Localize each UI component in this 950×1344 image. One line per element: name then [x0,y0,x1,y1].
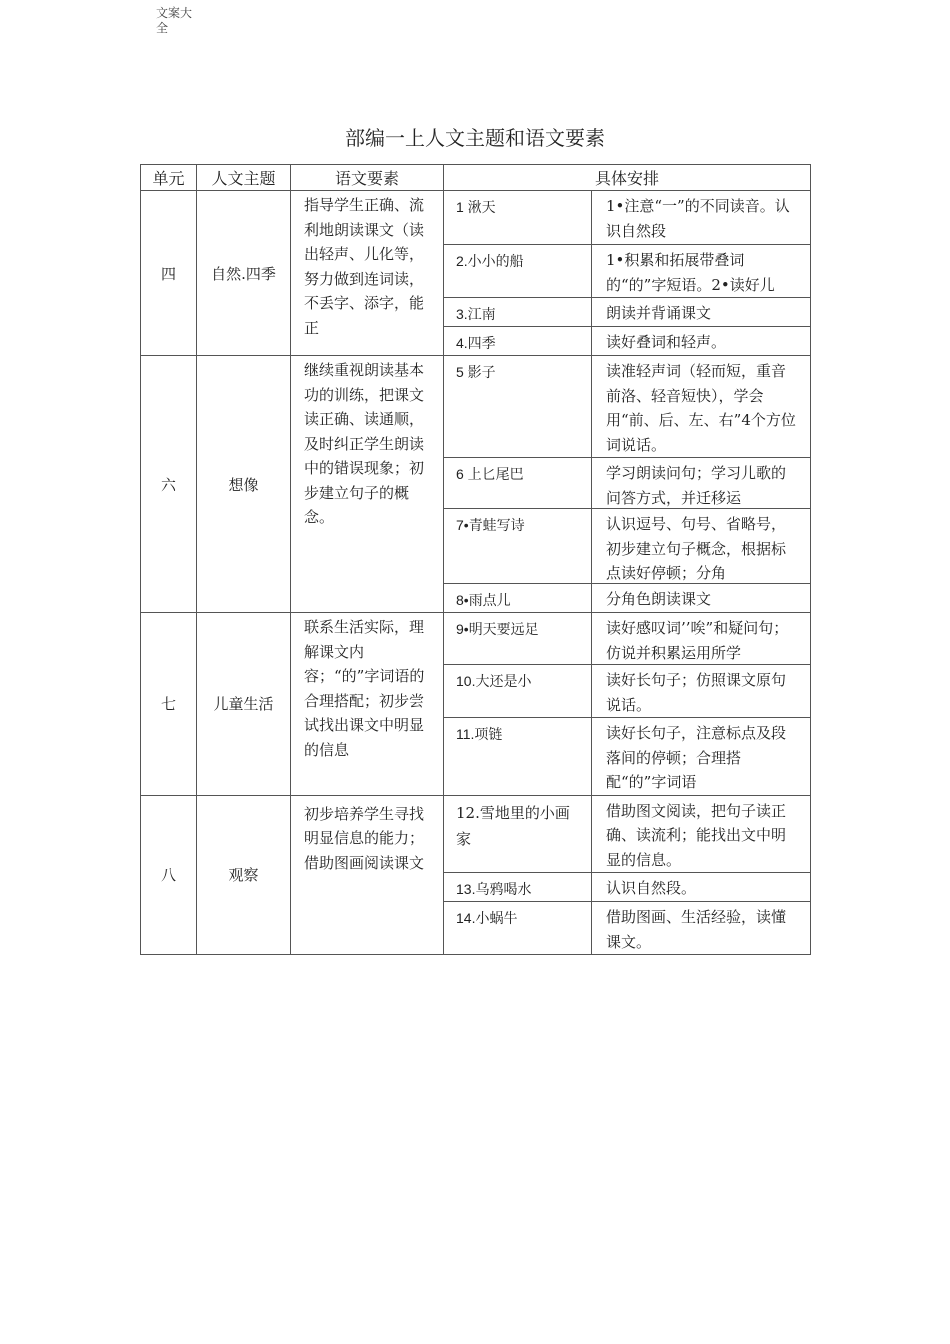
theme-cell: 儿童生活 [197,613,291,796]
table-row [141,191,811,245]
header-theme: 人文主题 [197,165,291,191]
header-elements: 语文要素 [291,165,444,191]
lesson-cell: 13.乌鸦喝水 [444,873,592,902]
theme-cell: 自然.四季 [197,191,291,356]
lesson-cell: 5 影子 [444,356,592,458]
unit-cell: 八 [141,795,197,955]
arrangement-cell: 借助图文阅读，把句子读正确、读流利；能找出文中明显的信息。 [592,795,811,873]
arrangement-cell: 认识自然段。 [592,873,811,902]
lesson-cell: 2.小小的船 [444,245,592,298]
lesson-cell: 14.小蜗牛 [444,902,592,955]
table-row [141,795,811,873]
arrangement-cell [592,191,811,245]
arrangement-text: 朗读并背诵课文 [606,304,712,322]
header-tag: 文案大全 [156,6,193,35]
header-arrangement: 具体安排 [444,165,811,191]
elements-cell: 继续重视朗读基本功的训练，把课文读正确、读通顺，及时纠正学生朗读中的错误现象；初步建立句子的概念。 [291,356,444,613]
theme-cell: 想像 [197,356,291,613]
theme-cell: 观察 [197,795,291,955]
lesson-cell: 9•明天要远足 [444,613,592,665]
unit-cell: 七 [141,613,197,796]
arrangement-cell [592,245,811,298]
unit-cell: 四 [141,191,197,356]
header-unit: 单元 [141,165,197,191]
lesson-cell: 12.雪地里的小画家 [444,795,592,873]
arrangement-cell [592,327,811,356]
arrangement-cell [592,458,811,509]
arrangement-text: 1•积累和拓展带叠词的“的”字短语。2•读好儿 [606,251,775,293]
unit-cell: 六 [141,356,197,613]
lesson-cell: 7•青蛙写诗 [444,509,592,584]
table-row [141,356,811,458]
arrangement-cell: 读准轻声词（轻而短，重音前洛、轻音短快），学会用“前、后、左、右”4个方位词说话。 [592,356,811,458]
elements-text: 指导学生正确、流利地朗读课文（读出轻声、儿化等，努力做到连词读，不丢字、添字，能正 [304,196,425,337]
elements-cell [291,191,444,356]
lesson-cell: 1 湫天 [444,191,592,245]
table-header-row [141,165,811,191]
elements-cell: 联系生活实际，理解课文内容；“的”字词语的合理搭配；初步尝试找出课文中明显的信息 [291,613,444,796]
lesson-cell: 4.四季 [444,327,592,356]
arrangement-text: 分角色朗读课文 [606,590,712,608]
arrangement-cell [592,509,811,584]
arrangement-text: 1•注意“一”的不同读音。认识自然段 [606,197,790,240]
lesson-cell: 8•雨点儿 [444,584,592,613]
lesson-cell: 11.项链 [444,718,592,796]
lesson-cell: 6 上匕尾巴 [444,458,592,509]
arrangement-cell [592,613,811,665]
arrangement-text: 读好感叹词’’唉”和疑问句；仿说并积累运用所学 [606,619,789,662]
lesson-cell: 3.江南 [444,298,592,327]
arrangement-text: 读好叠词和轻声。 [606,333,727,351]
arrangement-cell [592,584,811,613]
document-title: 部编一上人文主题和语文要素 [345,126,605,150]
arrangement-text: 认识逗号、句号、省略号，初步建立句子概念，根据标点读好停顿；分角 [606,515,787,582]
arrangement-cell [592,298,811,327]
arrangement-text: 学习朗读问句；学习儿歌的问答方式，并迁移运 [606,464,787,507]
table-row [141,613,811,665]
arrangement-cell: 读好长句子；仿照课文原句说话。 [592,665,811,718]
arrangement-cell: 读好长句子，注意标点及段落间的停顿；合理搭配“的”字词语 [592,718,811,796]
elements-cell: 初步培养学生寻找明显信息的能力；借助图画阅读课文 [291,795,444,955]
curriculum-table [140,164,811,955]
lesson-cell: 10.大还是小 [444,665,592,718]
arrangement-cell: 借助图画、生活经验，读懂课文。 [592,902,811,955]
